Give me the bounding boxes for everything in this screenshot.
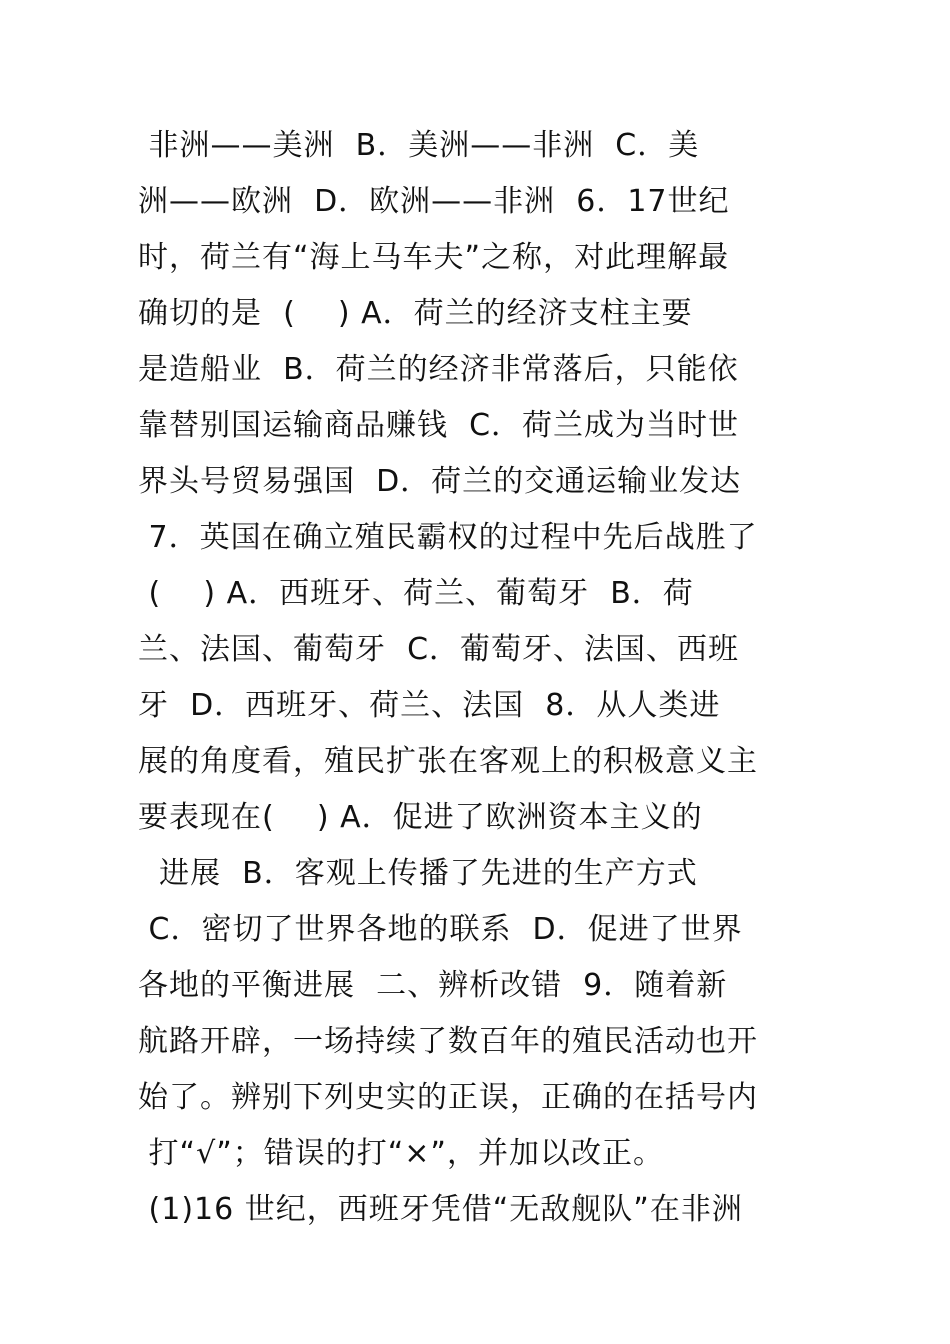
text-line: ( ) A．西班牙、荷兰、葡萄牙 B．荷 — [138, 576, 694, 611]
text-line: 是造船业 B．荷兰的经济非常落后，只能依 — [138, 352, 739, 387]
text-line: C．密切了世界各地的联系 D．促进了世界 — [138, 912, 743, 947]
text-line: 各地的平衡进展 二、辨析改错 9．随着新 — [138, 968, 728, 1003]
text-line: 要表现在( ) A．促进了欧洲资本主义的 — [138, 800, 703, 835]
text-line: 牙 D．西班牙、荷兰、法国 8．从人类进 — [138, 688, 721, 723]
text-line: 非洲——美洲 B．美洲——非洲 C．美 — [138, 128, 700, 163]
text-line: 打“√”；错误的打“×”，并加以改正。 — [138, 1136, 664, 1171]
text-line: (1)16 世纪，西班牙凭借“无敌舰队”在非洲 — [138, 1192, 743, 1227]
text-line: 时，荷兰有“海上马车夫”之称，对此理解最 — [138, 240, 730, 275]
text-line: 展的角度看，殖民扩张在客观上的积极意义主 — [138, 744, 758, 779]
text-line: 始了。辨别下列史实的正误，正确的在括号内 — [138, 1080, 758, 1115]
text-line: 兰、法国、葡萄牙 C．葡萄牙、法国、西班 — [138, 632, 740, 667]
text-line: 进展 B．客观上传播了先进的生产方式 — [138, 856, 698, 891]
text-line: 靠替别国运输商品赚钱 C．荷兰成为当时世 — [138, 408, 740, 443]
text-line: 7．英国在确立殖民霸权的过程中先后战胜了 — [138, 520, 758, 555]
text-line: 界头号贸易强国 D．荷兰的交通运输业发达 — [138, 464, 742, 499]
text-line: 航路开辟，一场持续了数百年的殖民活动也开 — [138, 1024, 758, 1059]
text-line: 确切的是 ( ) A．荷兰的经济支柱主要 — [138, 296, 693, 331]
text-line: 洲——欧洲 D．欧洲——非洲 6．17世纪 — [138, 184, 730, 219]
